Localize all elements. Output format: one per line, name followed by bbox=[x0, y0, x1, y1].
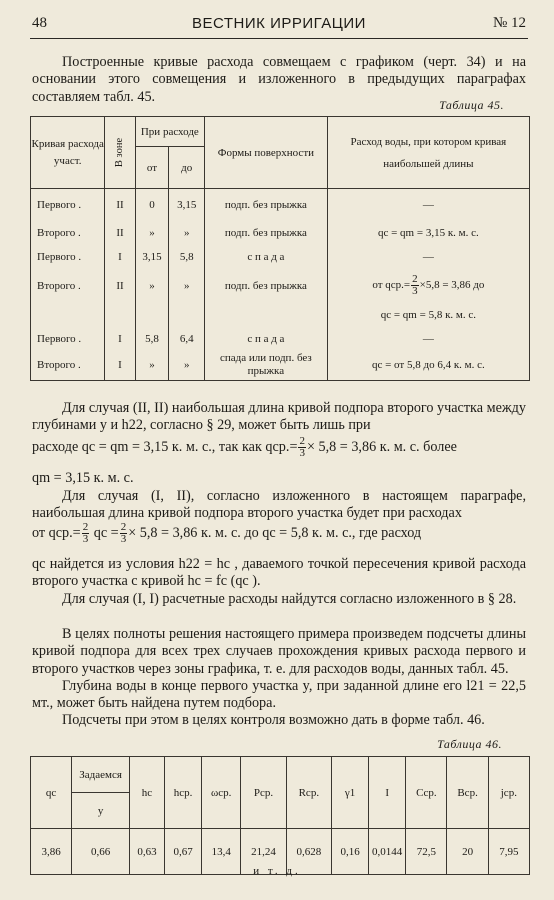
header-max-flow: Расход воды, при котором кривая наибольшей длины bbox=[327, 117, 529, 189]
header-rule bbox=[30, 38, 528, 39]
t46-header-qc: qc bbox=[31, 757, 72, 829]
row4-max: от qср.= $\frac{2}{3}$ ×5,8 = 3,86 до bbox=[327, 269, 529, 303]
row6-curve: Второго . bbox=[31, 351, 105, 381]
row1-from: 0 bbox=[135, 189, 169, 221]
header-forms: Формы поверхности bbox=[205, 117, 328, 189]
row4-to: » bbox=[169, 269, 205, 303]
footer-etc: и т. д. bbox=[253, 865, 301, 877]
paragraph-completeness: В целях полноты решения настоящего примера произведем подсчеты длины кривой подпора для всех трех случаев прохождения кривых расхода первого и второго участков через зоны графика, т. е. для расходов воды, данных табл. 45. bbox=[32, 626, 526, 677]
header-curve: Кривая расхода участ. bbox=[31, 117, 105, 189]
t46-cell: 0,0144 bbox=[369, 829, 406, 875]
t46-header-y: y bbox=[72, 793, 130, 829]
row2-to: » bbox=[169, 221, 205, 245]
t46-cell: 3,86 bbox=[31, 829, 72, 875]
row2-from: » bbox=[135, 221, 169, 245]
t46-header-c: Cср. bbox=[406, 757, 447, 829]
t46-header-r: Rср. bbox=[286, 757, 331, 829]
row1-curve: Первого . bbox=[31, 189, 105, 221]
paragraph-depth: Глубина воды в конце первого участка y, при заданной длине его l21 = 22,5 мт., может быть найдена путем подбора. bbox=[32, 678, 526, 712]
row5-zone: I bbox=[105, 327, 135, 351]
row6-max: qc = от 5,8 до 6,4 к. м. с. bbox=[327, 351, 529, 381]
t46-cell: 0,67 bbox=[165, 829, 202, 875]
t46-header-given: Задаемся bbox=[72, 757, 130, 793]
row6-to: » bbox=[169, 351, 205, 381]
t46-header-gamma: γ1 bbox=[332, 757, 369, 829]
row3-curve: Первого . bbox=[31, 245, 105, 269]
table-45 bbox=[30, 116, 530, 381]
paragraph-case-ii-ii: Для случая (II, II) наибольшая длина кривой подпора второго участка между глубинами y и h22, согласно § 29, может быть лишь при bbox=[32, 400, 526, 434]
intro-paragraph: Построенные кривые расхода совмещаем с графиком (черт. 34) и на основании этого совмещения и изложенного в предыдущих параграфах составляем табл. 45. bbox=[32, 54, 526, 105]
header-zone: В зоне bbox=[105, 117, 135, 189]
row5-from: 5,8 bbox=[135, 327, 169, 351]
t46-cell: 0,66 bbox=[72, 829, 130, 875]
row2-max: qc = qm = 3,15 к. м. с. bbox=[327, 221, 529, 245]
t46-header-p: Pср. bbox=[241, 757, 286, 829]
t46-header-hcp: hср. bbox=[165, 757, 202, 829]
t46-header-hc: hc bbox=[129, 757, 164, 829]
page-number: 48 bbox=[32, 15, 47, 31]
row5-curve: Первого . bbox=[31, 327, 105, 351]
t46-cell: 21,24 bbox=[241, 829, 286, 875]
row4-zone: II bbox=[105, 269, 135, 303]
row4-curve: Второго . bbox=[31, 269, 105, 303]
row3-from: 3,15 bbox=[135, 245, 169, 269]
row3-form: с п а д а bbox=[205, 245, 328, 269]
table-45-caption: Таблица 45. bbox=[439, 98, 504, 112]
row5-form: с п а д а bbox=[205, 327, 328, 351]
row6-from: » bbox=[135, 351, 169, 381]
t46-cell: 72,5 bbox=[406, 829, 447, 875]
table-46-caption: Таблица 46. bbox=[437, 737, 502, 751]
row6-zone: I bbox=[105, 351, 135, 381]
issue-number: № 12 bbox=[492, 15, 526, 31]
row5-max: — bbox=[327, 327, 529, 351]
row2-form: подп. без прыжка bbox=[205, 221, 328, 245]
row1-form: подп. без прыжка bbox=[205, 189, 328, 221]
row4-form: подп. без прыжка bbox=[205, 269, 328, 303]
paragraph-control: Подсчеты при этом в целях контроля возможно дать в форме табл. 46. bbox=[62, 712, 485, 728]
t46-header-b: Bср. bbox=[447, 757, 488, 829]
t46-cell: 13,4 bbox=[202, 829, 241, 875]
t46-cell: 20 bbox=[447, 829, 488, 875]
fraction-two-thirds: $\frac{2}{3}$ bbox=[299, 435, 305, 459]
header-flow: При расходе bbox=[135, 117, 204, 147]
row1-zone: II bbox=[105, 189, 135, 221]
fraction-two-thirds: $\frac{2}{3}$ bbox=[120, 521, 127, 545]
paragraph-case-i-ii: Для случая (I, II), согласно изложенного в настоящем параграфе, наибольшая длина кривой подпора второго участка будет при расходах bbox=[32, 488, 526, 522]
row2-curve: Второго . bbox=[31, 221, 105, 245]
table-46 bbox=[30, 756, 530, 875]
t46-header-omega: ωср. bbox=[202, 757, 241, 829]
paragraph-case-i-ii-formula: от qср.= $\frac{2}{3}$ qc = $\frac{2}{3}$ × 5,8 = 3,86 к. м. с. до qc = 5,8 к. м. с., где расход bbox=[32, 521, 422, 545]
t46-header-j: jср. bbox=[488, 757, 529, 829]
t46-cell: 0,628 bbox=[286, 829, 331, 875]
row6-form: спада или подп. без прыжка bbox=[205, 351, 328, 381]
fraction-two-thirds: $\frac{2}{3}$ bbox=[412, 273, 418, 297]
header-from: от bbox=[135, 147, 169, 189]
row1-to: 3,15 bbox=[169, 189, 205, 221]
t46-cell: 0,16 bbox=[332, 829, 369, 875]
row5-to: 6,4 bbox=[169, 327, 205, 351]
paragraph-condition: qc найдется из условия h22 = hc , даваемого точкой пересечения кривой расхода второго участка с кривой hc = fc (qc ). bbox=[32, 556, 526, 590]
row2-zone: II bbox=[105, 221, 135, 245]
row4-from: » bbox=[135, 269, 169, 303]
row3-max: — bbox=[327, 245, 529, 269]
t46-cell: 0,63 bbox=[129, 829, 164, 875]
journal-title: ВЕСТНИК ИРРИГАЦИИ bbox=[192, 15, 366, 32]
t46-header-i: I bbox=[369, 757, 406, 829]
t46-cell: 7,95 bbox=[488, 829, 529, 875]
paragraph-case-ii-ii-formula: расходе qc = qm = 3,15 к. м. с., так как qср.= $\frac{2}{3}$ × 5,8 = 3,86 к. м. с. более bbox=[32, 435, 457, 459]
row3-zone: I bbox=[105, 245, 135, 269]
header-to: до bbox=[169, 147, 205, 189]
paragraph-case-i-i: Для случая (I, I) расчетные расходы найдутся согласно изложенного в § 28. bbox=[62, 591, 517, 607]
row4-max-continued: qc = qm = 5,8 к. м. с. bbox=[327, 303, 529, 327]
fraction-two-thirds: $\frac{2}{3}$ bbox=[82, 521, 89, 545]
paragraph-qm-value: qm = 3,15 к. м. с. bbox=[32, 470, 134, 486]
page-header bbox=[32, 15, 526, 39]
row1-max: — bbox=[327, 189, 529, 221]
row3-to: 5,8 bbox=[169, 245, 205, 269]
